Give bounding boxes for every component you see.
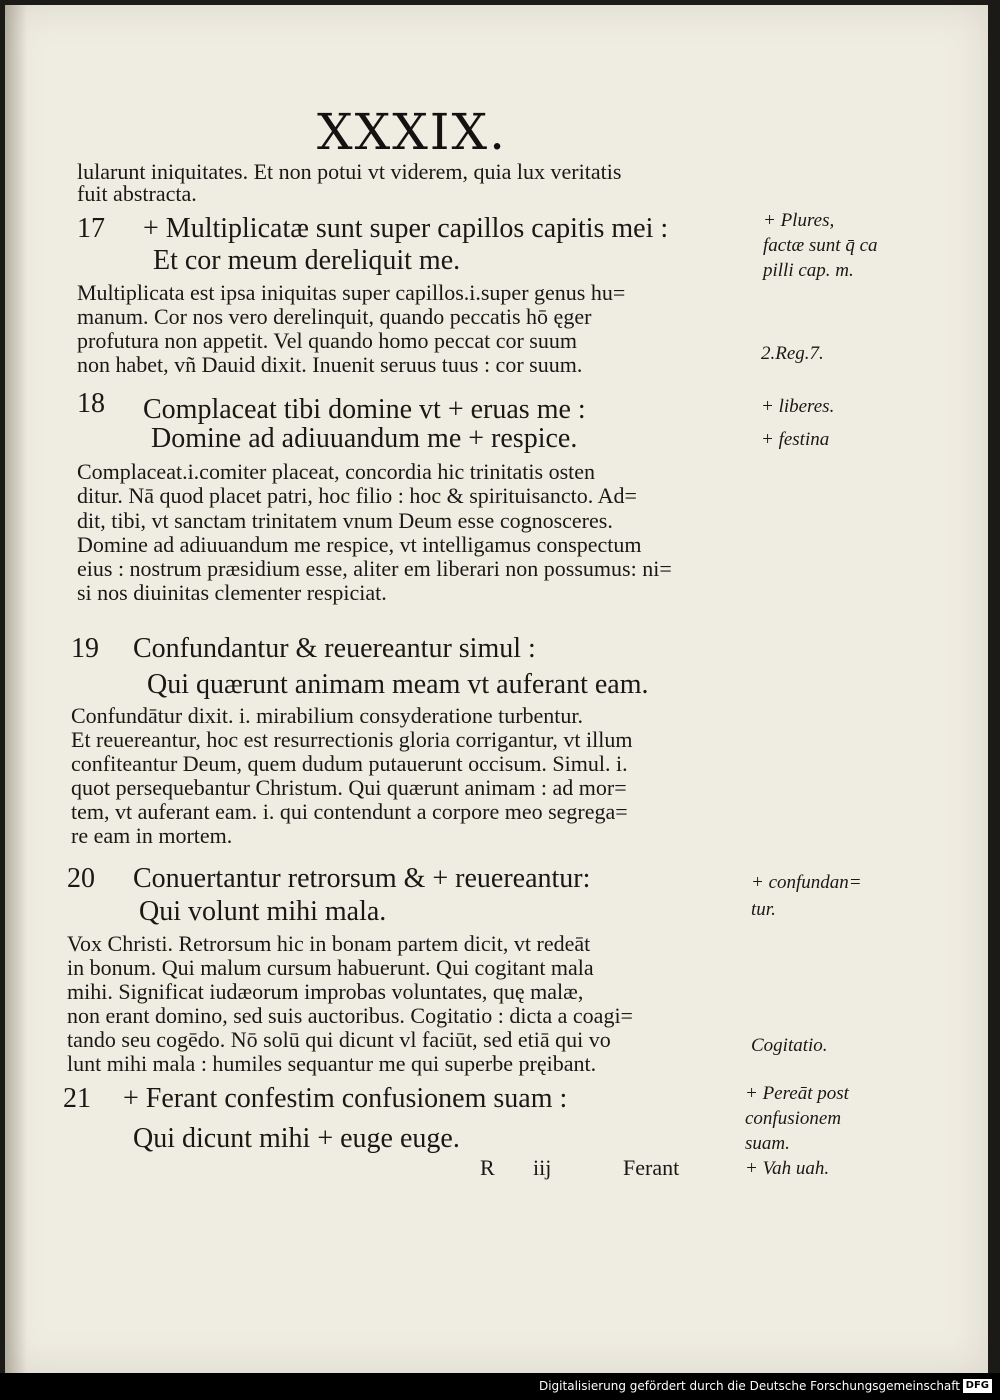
margin-note: pilli cap. m. bbox=[763, 260, 854, 281]
gloss-line: non erant domino, sed suis auctoribus. Cogitatio : dicta a coagi= bbox=[67, 1003, 633, 1028]
verse-line: Qui quærunt animam meam vt auferant eam. bbox=[147, 669, 649, 700]
gloss-line: confiteantur Deum, quem dudum putauerunt occisum. Simul. i. bbox=[71, 751, 628, 776]
verse-line: Qui dicunt mihi + euge euge. bbox=[133, 1123, 460, 1154]
margin-note: + Pereāt post bbox=[745, 1083, 849, 1104]
gloss-line: lunt mihi mala : humiles sequantur me qui superbe pręibant. bbox=[67, 1051, 597, 1076]
gloss-line: Complaceat.i.comiter placeat, concordia hic trinitatis osten bbox=[77, 459, 596, 484]
margin-note: + festina bbox=[761, 429, 830, 450]
gloss-line: eius : nostrum præsidium esse, aliter em liberari non possumus: ni= bbox=[77, 556, 672, 581]
dfg-logo: DFG bbox=[963, 1379, 992, 1393]
margin-note: confusionem bbox=[745, 1108, 842, 1129]
margin-note: + liberes. bbox=[761, 396, 835, 417]
verse-line: Et cor meum dereliquit me. bbox=[153, 245, 461, 276]
margin-note: tur. bbox=[751, 899, 776, 920]
gloss-line: Et reuereantur, hoc est resurrectionis gloria corrigantur, vt illum bbox=[71, 727, 633, 752]
gloss-line: Vox Christi. Retrorsum hic in bonam partem dicit, vt redeāt bbox=[67, 931, 591, 956]
gloss-line: tando seu cogēdo. Nō solū qui dicunt vl faciūt, sed etiā qui vo bbox=[67, 1027, 611, 1052]
verse-line: Complaceat tibi domine vt + eruas me : bbox=[143, 394, 586, 425]
gloss-line: Multiplicata est ipsa iniquitas super capillos.i.super genus hu= bbox=[77, 280, 626, 305]
book-page bbox=[5, 5, 988, 1373]
signature-mark: R bbox=[480, 1155, 495, 1180]
gloss-line: quot persequebantur Christum. Qui quærunt animam : ad mor= bbox=[71, 775, 627, 800]
gloss-line: si nos diuinitas clementer respiciat. bbox=[77, 580, 387, 605]
margin-note: factæ sunt q̄ ca bbox=[763, 235, 878, 256]
margin-note: + Plures, bbox=[763, 210, 835, 231]
page-folio-number: XXXIX. bbox=[317, 103, 508, 161]
verse-line: + Ferant confestim confusionem suam : bbox=[123, 1083, 568, 1114]
verse-line: Qui volunt mihi mala. bbox=[139, 896, 387, 927]
verse-number: 19 bbox=[71, 633, 99, 664]
gloss-line: Domine ad adiuuandum me respice, vt intelligamus conspectum bbox=[77, 532, 642, 557]
verse-line: Conuertantur retrorsum & + reuereantur: bbox=[133, 863, 591, 894]
margin-note: + confundan= bbox=[751, 872, 862, 893]
gloss-line: profutura non appetit. Vel quando homo peccat cor suum bbox=[77, 328, 577, 353]
digitization-footer bbox=[0, 1373, 1000, 1400]
signature-mark: iij bbox=[533, 1155, 552, 1180]
gloss-line: non habet, vñ Dauid dixit. Inuenit seruus tuus : cor suum. bbox=[77, 352, 583, 377]
margin-note: Cogitatio. bbox=[751, 1035, 828, 1056]
verse-number: 21 bbox=[63, 1083, 91, 1114]
gloss-line: manum. Cor nos vero derelinquit, quando peccatis hō ęger bbox=[77, 304, 592, 329]
margin-note: suam. bbox=[745, 1133, 790, 1154]
gloss-line: re eam in mortem. bbox=[71, 823, 233, 848]
catchword: Ferant bbox=[623, 1155, 680, 1180]
verse-number: 18 bbox=[77, 388, 105, 419]
margin-note: 2.Reg.7. bbox=[761, 343, 824, 364]
gloss-line: dit, tibi, vt sanctam trinitatem vnum Deum esse cognosceres. bbox=[77, 508, 613, 533]
footer-credit-text: Digitalisierung gefördert durch die Deutsche Forschungsgemeinschaft bbox=[538, 1379, 960, 1393]
verse-number: 20 bbox=[67, 863, 95, 894]
gloss-line: in bonum. Qui malum cursum habuerunt. Qui cogitant mala bbox=[67, 955, 594, 980]
gloss-line: ditur. Nā quod placet patri, hoc filio : hoc & spirituisancto. Ad= bbox=[77, 483, 637, 508]
verse-line: Confundantur & reuereantur simul : bbox=[133, 633, 536, 664]
gloss-line: mihi. Significat iudæorum improbas voluntates, quę malæ, bbox=[67, 979, 584, 1004]
verse-line: Domine ad adiuuandum me + respice. bbox=[151, 423, 578, 454]
verse-line: + Multiplicatæ sunt super capillos capitis mei : bbox=[143, 213, 669, 244]
verse-number: 17 bbox=[77, 213, 105, 244]
margin-note: + Vah uah. bbox=[745, 1158, 830, 1179]
gloss-line: fuit abstracta. bbox=[77, 181, 197, 206]
gloss-line: Confundātur dixit. i. mirabilium consyderatione turbentur. bbox=[71, 703, 584, 728]
gloss-line: tem, vt auferant eam. i. qui contendunt a corpore meo segrega= bbox=[71, 799, 628, 824]
gloss-line: lularunt iniquitates. Et non potui vt viderem, quia lux veritatis bbox=[77, 159, 622, 184]
